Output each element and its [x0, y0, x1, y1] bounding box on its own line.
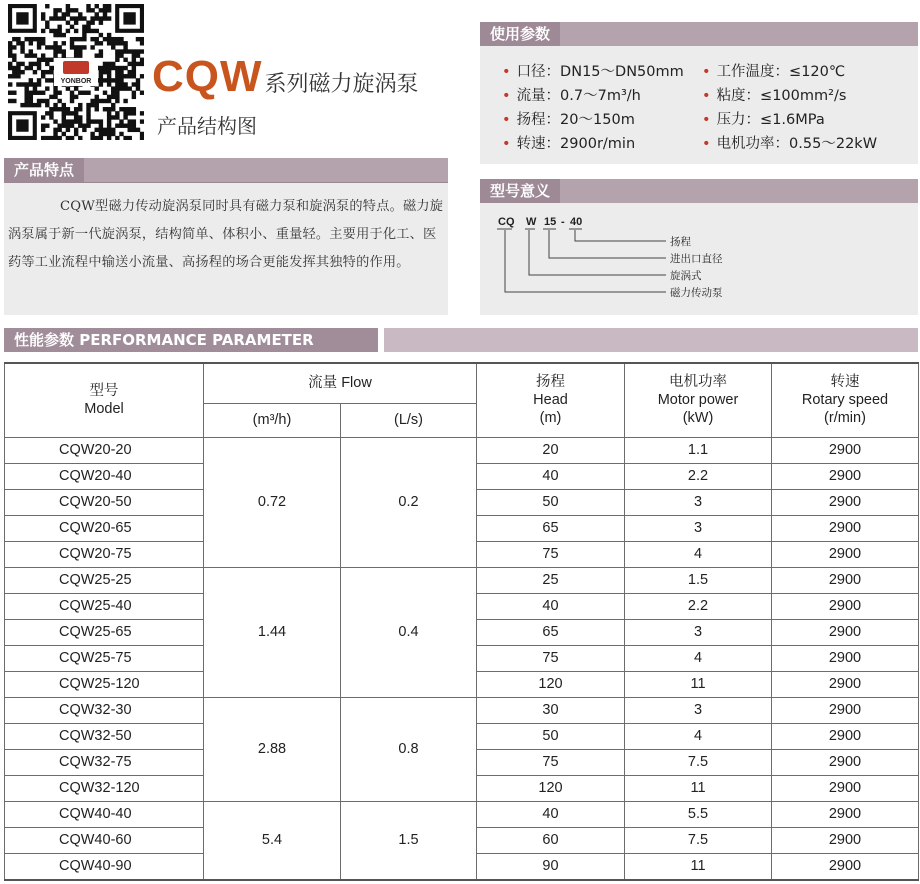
cell-head: 75 [477, 645, 625, 671]
usage-item: 工作温度：≤120℃ [716, 64, 846, 80]
cell-head: 120 [477, 775, 625, 801]
col-power-en: Motor power [657, 392, 739, 409]
col-power [625, 363, 772, 437]
cell-speed: 2900 [772, 489, 919, 515]
performance-table [4, 362, 919, 881]
cell-speed: 2900 [772, 671, 919, 697]
cell-power: 11 [625, 671, 772, 697]
cell-speed: 2900 [772, 853, 919, 880]
cell-model: CQW32-30 [5, 697, 204, 723]
yonbor-logo [54, 58, 98, 86]
bullet-icon: • [502, 112, 511, 128]
table-row [5, 567, 919, 593]
cell-model: CQW25-120 [5, 671, 204, 697]
usage-panel [480, 46, 918, 164]
cell-flow-ls: 0.2 [341, 437, 477, 567]
cell-flow-m3h: 0.72 [204, 437, 341, 567]
usage-item: 流量：0.7～7m³/h [516, 88, 641, 104]
usage-item: 粘度：≤100mm²/s [716, 88, 847, 104]
cell-head: 50 [477, 489, 625, 515]
cell-power: 11 [625, 775, 772, 801]
cell-head: 50 [477, 723, 625, 749]
cell-power: 4 [625, 723, 772, 749]
col-model-en: Model [84, 401, 124, 418]
cell-speed: 2900 [772, 645, 919, 671]
cell-power: 2.2 [625, 463, 772, 489]
cell-speed: 2900 [772, 541, 919, 567]
table-body [5, 437, 919, 880]
col-flow-m3h: (m³/h) [204, 403, 341, 437]
cell-power: 3 [625, 515, 772, 541]
code-diameter: 15 [544, 216, 557, 228]
label-vortex: 旋涡式 [670, 270, 702, 282]
cell-head: 75 [477, 749, 625, 775]
cell-head: 40 [477, 593, 625, 619]
col-power-unit: (kW) [682, 410, 714, 427]
cell-head: 90 [477, 853, 625, 880]
usage-item: 转速：2900r/min [516, 136, 636, 152]
usage-section-header [480, 22, 918, 47]
cell-speed: 2900 [772, 723, 919, 749]
cell-head: 60 [477, 827, 625, 853]
usage-item: 口径：DN15～DN50mm [516, 64, 684, 80]
structure-subtitle: 产品结构图 [157, 114, 257, 138]
performance-section-header [4, 328, 918, 352]
usage-row [502, 132, 877, 156]
cell-power: 2.2 [625, 593, 772, 619]
usage-item: 电机功率：0.55～22kW [716, 136, 878, 152]
features-panel [4, 183, 448, 315]
qr-finder-pattern [115, 4, 144, 33]
cell-speed: 2900 [772, 593, 919, 619]
cell-power: 1.5 [625, 567, 772, 593]
bullet-icon: • [502, 64, 511, 80]
code-dash: - [561, 216, 565, 228]
cell-model: CQW20-65 [5, 515, 204, 541]
cell-model: CQW25-40 [5, 593, 204, 619]
model-code-diagram [480, 203, 918, 315]
cell-flow-m3h: 2.88 [204, 697, 341, 801]
table-header [5, 363, 919, 437]
label-head: 扬程 [670, 236, 691, 248]
cell-model: CQW40-40 [5, 801, 204, 827]
bullet-icon: • [502, 88, 511, 104]
cell-speed: 2900 [772, 515, 919, 541]
series-name: 系列磁力旋涡泵 [264, 72, 419, 97]
cell-speed: 2900 [772, 749, 919, 775]
usage-list [502, 60, 877, 156]
cell-head: 75 [477, 541, 625, 567]
cell-speed: 2900 [772, 463, 919, 489]
cell-model: CQW20-75 [5, 541, 204, 567]
cell-speed: 2900 [772, 697, 919, 723]
bullet-icon: • [502, 136, 511, 152]
cell-model: CQW32-120 [5, 775, 204, 801]
usage-item: 扬程：20～150m [516, 112, 635, 128]
cell-power: 3 [625, 489, 772, 515]
connector-lines [497, 229, 666, 292]
cell-head: 40 [477, 463, 625, 489]
header-separator [378, 328, 384, 352]
model-meaning-panel [480, 203, 918, 315]
col-model [5, 363, 204, 437]
cell-speed: 2900 [772, 437, 919, 463]
bullet-icon: • [702, 88, 711, 104]
col-head-cn: 扬程 [536, 374, 565, 391]
col-power-cn: 电机功率 [669, 374, 727, 391]
model-section-header [480, 179, 918, 204]
col-head [477, 363, 625, 437]
cell-model: CQW25-25 [5, 567, 204, 593]
usage-item: 压力：≤1.6MPa [716, 112, 825, 128]
usage-section-title: 使用参数 [480, 22, 560, 46]
model-section-title: 型号意义 [480, 179, 560, 203]
col-speed-unit: (r/min) [824, 410, 866, 427]
cell-model: CQW40-60 [5, 827, 204, 853]
code-cq: CQ [498, 216, 515, 228]
cell-speed: 2900 [772, 775, 919, 801]
col-flow: 流量 Flow [204, 363, 477, 403]
cell-model: CQW32-50 [5, 723, 204, 749]
cell-speed: 2900 [772, 619, 919, 645]
usage-row [502, 84, 877, 108]
cell-head: 65 [477, 515, 625, 541]
cell-flow-m3h: 5.4 [204, 801, 341, 880]
cell-model: CQW20-20 [5, 437, 204, 463]
cell-speed: 2900 [772, 567, 919, 593]
cell-head: 40 [477, 801, 625, 827]
cell-power: 4 [625, 645, 772, 671]
table-row [5, 437, 919, 463]
col-speed [772, 363, 919, 437]
label-magnetic: 磁力传动泵 [670, 287, 723, 299]
cell-speed: 2900 [772, 827, 919, 853]
label-diameter: 进出口直径 [670, 253, 723, 265]
cell-flow-ls: 0.4 [341, 567, 477, 697]
performance-section-title: 性能参数 PERFORMANCE PARAMETER [4, 328, 378, 352]
cell-power: 3 [625, 619, 772, 645]
cell-model: CQW32-75 [5, 749, 204, 775]
col-speed-en: Rotary speed [801, 392, 889, 409]
table-row [5, 801, 919, 827]
col-flow-ls: (L/s) [341, 403, 477, 437]
cell-model: CQW20-50 [5, 489, 204, 515]
cell-head: 120 [477, 671, 625, 697]
cell-power: 7.5 [625, 749, 772, 775]
cell-power: 1.1 [625, 437, 772, 463]
cell-head: 25 [477, 567, 625, 593]
features-section-header [4, 158, 448, 183]
qr-code-image [8, 4, 144, 140]
col-model-cn: 型号 [89, 383, 119, 400]
code-head: 40 [570, 216, 583, 228]
col-head-unit: (m) [539, 410, 562, 427]
cell-power: 4 [625, 541, 772, 567]
cell-head: 30 [477, 697, 625, 723]
bullet-icon: • [702, 112, 711, 128]
cell-power: 11 [625, 853, 772, 880]
brand-name: CQW [152, 52, 263, 101]
cell-speed: 2900 [772, 801, 919, 827]
cell-model: CQW25-65 [5, 619, 204, 645]
cell-head: 65 [477, 619, 625, 645]
bullet-icon: • [702, 136, 711, 152]
table-row [5, 697, 919, 723]
qr-code [8, 4, 144, 140]
cell-head: 20 [477, 437, 625, 463]
cell-flow-ls: 0.8 [341, 697, 477, 801]
product-title [152, 52, 419, 102]
usage-row [502, 60, 877, 84]
cell-flow-m3h: 1.44 [204, 567, 341, 697]
cell-power: 5.5 [625, 801, 772, 827]
col-head-en: Head [533, 392, 568, 409]
features-text: CQW型磁力传动旋涡泵同时具有磁力泵和旋涡泵的特点。磁力旋涡泵属于新一代旋涡泵，结构简单、体积小、重量轻。主要用于化工、医药等工业流程中输送小流量、高扬程的场合更能发挥其独特的作用。 [8, 199, 444, 270]
qr-finder-pattern [8, 4, 37, 33]
qr-finder-pattern [8, 111, 37, 140]
features-section-title: 产品特点 [4, 158, 84, 182]
cell-flow-ls: 1.5 [341, 801, 477, 880]
cell-model: CQW40-90 [5, 853, 204, 880]
code-w: W [526, 216, 537, 228]
cell-power: 7.5 [625, 827, 772, 853]
col-speed-cn: 转速 [830, 374, 860, 391]
bullet-icon: • [702, 64, 711, 80]
usage-row [502, 108, 877, 132]
cell-model: CQW20-40 [5, 463, 204, 489]
cell-power: 3 [625, 697, 772, 723]
cell-model: CQW25-75 [5, 645, 204, 671]
svg-text:YONBOR: YONBOR [60, 78, 92, 85]
